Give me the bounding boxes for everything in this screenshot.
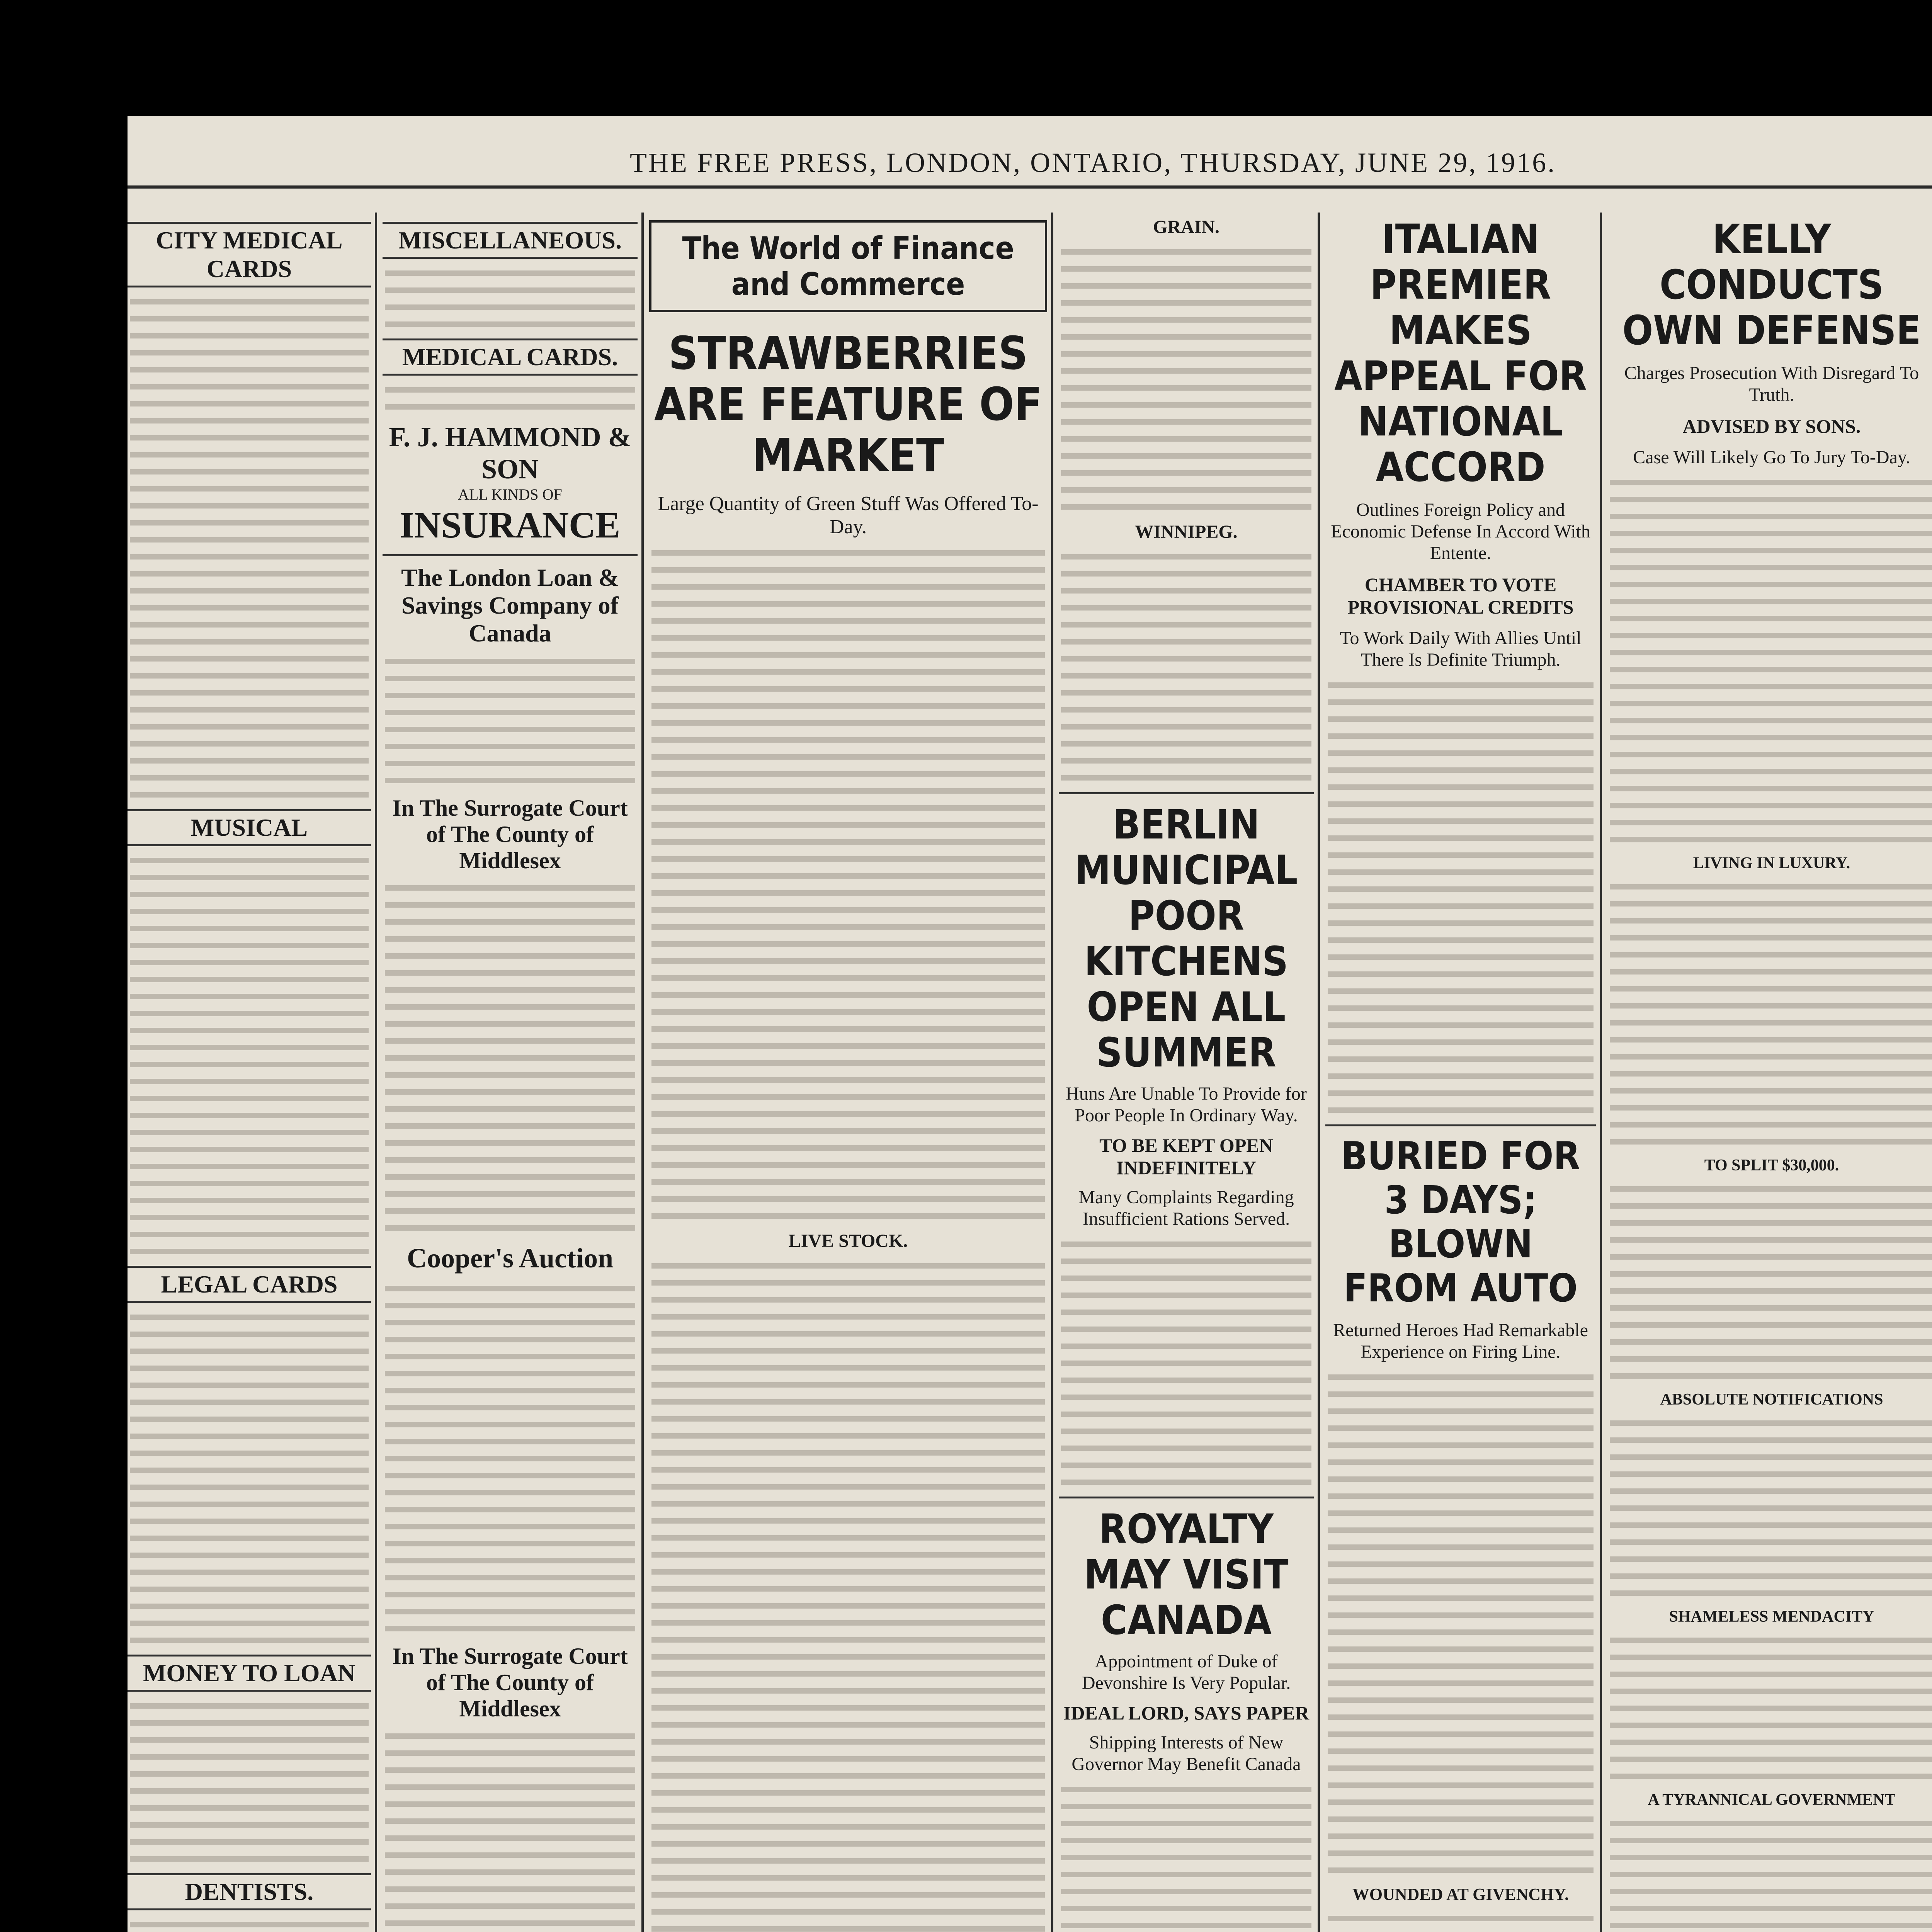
divider: [1325, 1124, 1596, 1126]
hammond-sub: ALL KINDS OF: [458, 486, 562, 503]
market-heading: WINNIPEG.: [1135, 522, 1238, 542]
section-heading: MONEY TO LOAN: [128, 1655, 371, 1692]
subheadline: Many Complaints Regarding Insufficient Rations Served.: [1078, 1187, 1294, 1229]
subheadline: ADVISED BY SONS.: [1682, 415, 1861, 437]
headline-kelly: KELLY CONDUCTS OWN DEFENSE: [1622, 216, 1921, 354]
subhead-inline: SHAMELESS MENDACITY: [1669, 1608, 1874, 1626]
grain-table: [1059, 249, 1314, 510]
column-rule: [641, 213, 644, 1932]
article-body: [1607, 1420, 1932, 1596]
column-rule: [1051, 213, 1053, 1932]
section-heading: MISCELLANEOUS.: [383, 222, 638, 259]
news-column-italy: [1325, 216, 1596, 1932]
subhead-inline: TO SPLIT $30,000.: [1704, 1156, 1839, 1174]
grain-column: [1059, 216, 1314, 1932]
article-body: [1607, 884, 1932, 1145]
headline-strawberries: STRAWBERRIES ARE FEATURE OF MARKET: [654, 327, 1043, 482]
subheadline: Large Quantity of Green Stuff Was Offered To-Day.: [658, 493, 1039, 538]
subhead-inline: WOUNDED AT GIVENCHY.: [1352, 1885, 1569, 1904]
market-heading: GRAIN.: [1153, 217, 1219, 237]
text-block: [383, 1286, 638, 1631]
masthead: [128, 139, 1932, 189]
article-body: [1325, 1374, 1596, 1873]
hammond-name: F. J. HAMMOND & SON: [389, 422, 631, 485]
subhead-inline: A TYRANNICAL GOVERNMENT: [1648, 1791, 1896, 1809]
subheadline: Case Will Likely Go To Jury To-Day.: [1633, 447, 1910, 468]
article-body: [1325, 682, 1596, 1113]
text-block: [383, 885, 638, 1231]
text-block: [383, 387, 638, 410]
auction-title: Cooper's Auction: [406, 1243, 614, 1274]
subhead-inline: LIVING IN LUXURY.: [1693, 854, 1850, 872]
subheadline: IDEAL LORD, SAYS PAPER: [1063, 1702, 1310, 1724]
text-block: [383, 1733, 638, 1932]
article-body: [1607, 480, 1932, 842]
article-body: [649, 1263, 1047, 1932]
section-heading: CITY MEDICAL CARDS: [128, 222, 371, 287]
text-block: [383, 270, 638, 327]
subheadline: Returned Heroes Had Remarkable Experience on Firing Line.: [1333, 1320, 1588, 1362]
article-body: [1607, 1638, 1932, 1779]
column-rule: [375, 213, 377, 1932]
subheadline: Charges Prosecution With Disregard To Truth.: [1624, 363, 1919, 405]
newspaper-page: [128, 116, 1932, 1932]
divider: [383, 554, 638, 556]
subheadline: Shipping Interests of New Governor May Benefit Canada: [1071, 1732, 1301, 1774]
divider: [1059, 1497, 1314, 1498]
article-body: [1607, 1186, 1932, 1379]
subheadline: TO BE KEPT OPEN INDEFINITELY: [1099, 1134, 1273, 1179]
finance-banner: The World of Finance and Commerce: [649, 220, 1047, 312]
divider: [1059, 792, 1314, 794]
section-heading: DENTISTS.: [128, 1873, 371, 1910]
article-body: [1059, 1787, 1314, 1932]
column-rule: [1318, 213, 1320, 1932]
text-block: [128, 1922, 371, 1932]
subheadline: Huns Are Unable To Provide for Poor People In Ordinary Way.: [1066, 1083, 1307, 1126]
subheadline: CHAMBER TO VOTE PROVISIONAL CREDITS: [1347, 574, 1574, 618]
headline-royalty: ROYALTY MAY VISIT CANADA: [1084, 1505, 1289, 1644]
text-block: [128, 299, 371, 798]
masthead-title: THE FREE PRESS, LONDON, ONTARIO, THURSDAY, JUNE 29, 1916.: [630, 147, 1556, 178]
subheadline: Appointment of Duke of Devonshire Is Very Popular.: [1082, 1651, 1291, 1693]
headline-berlin: BERLIN MUNICIPAL POOR KITCHENS OPEN ALL SUMMER: [1075, 801, 1298, 1076]
article-body: [649, 550, 1047, 1219]
surrogate-court-title: In The Surrogate Court of The County of Middlesex: [392, 1643, 628, 1721]
section-heading: LEGAL CARDS: [128, 1266, 371, 1303]
hammond-insurance: INSURANCE: [400, 504, 621, 546]
subheadline: Outlines Foreign Policy and Economic Defense In Accord With Entente.: [1331, 500, 1590, 563]
grain-table: [1059, 554, 1314, 781]
notices-column: [383, 216, 638, 1932]
classified-column: [128, 216, 371, 1932]
subhead-inline: ABSOLUTE NOTIFICATIONS: [1660, 1391, 1883, 1408]
text-block: [128, 1315, 371, 1643]
finance-column: [649, 216, 1047, 1932]
subheadline: To Work Daily With Allies Until There Is Definite Triumph.: [1340, 628, 1582, 670]
article-body: [1325, 1916, 1596, 1932]
headline-italian: ITALIAN PREMIER MAKES APPEAL FOR NATIONAL ACCORD: [1334, 216, 1587, 491]
text-block: [128, 858, 371, 1254]
article-body: [1607, 1821, 1932, 1932]
market-heading: LIVE STOCK.: [788, 1231, 908, 1251]
column-rule: [1600, 213, 1602, 1932]
loan-company-title: The London Loan & Savings Company of Canada: [401, 564, 619, 647]
text-block: [128, 1703, 371, 1862]
text-block: [383, 659, 638, 783]
headline-buried: BURIED FOR 3 DAYS; BLOWN FROM AUTO: [1341, 1133, 1580, 1311]
section-heading: MUSICAL: [128, 809, 371, 846]
article-body: [1059, 1242, 1314, 1485]
surrogate-court-title: In The Surrogate Court of The County of Middlesex: [392, 795, 628, 873]
news-column-kelly: [1607, 216, 1932, 1932]
section-heading: MEDICAL CARDS.: [383, 338, 638, 376]
